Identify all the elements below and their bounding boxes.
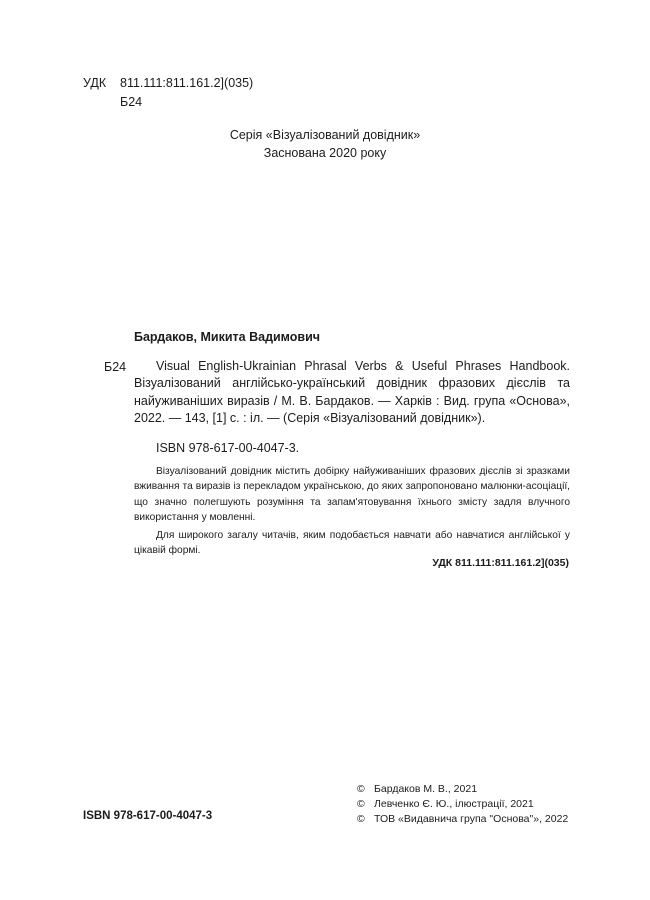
bibliographic-description: Visual English-Ukrainian Phrasal Verbs & Useful Phrases Handbook. Візуалізований англійсько-український довідник фразових дієслів та найуживаніших виразів / М. В. Бардаков. — Харків : Вид. група «Основа», 2022. — 143, [1] с. : іл. — (Серія «Візуалізований довідник»). (134, 359, 570, 426)
series-founded: Заснована 2020 року (263, 146, 387, 160)
copyright-text: Левченко Є. Ю., ілюстрації, 2021 (374, 798, 534, 810)
shelf-code: Б24 (104, 360, 127, 374)
copyright-symbol: © (357, 813, 365, 825)
copyright-list (357, 782, 568, 827)
isbn-inline: ISBN 978-617-00-4047-3. (156, 441, 300, 455)
udk-code: 811.111:811.161.2](035) (120, 76, 254, 90)
annotation-paragraph-1: Візуалізований довідник містить добірку найуживаніших фразових дієслів зі зразками вживання та виразів із перекладом українською, до яких запропоновано малюнки-асоціації, що значно полегшують розуміння та запам'ятовування їхнього змісту задля влучного використання у мовленні. (134, 466, 570, 523)
copyright-symbol: © (357, 783, 365, 795)
copyright-text: Бардаков М. В., 2021 (374, 783, 478, 795)
author-name: Бардаков, Микита Вадимович (134, 330, 321, 344)
copyright-text: ТОВ «Видавнича група "Основа"», 2022 (374, 813, 569, 825)
isbn-bottom: ISBN 978-617-00-4047-3 (83, 810, 213, 822)
series-title: Серія «Візуалізований довідник» (229, 128, 421, 142)
udk-right: УДК 811.111:811.161.2](035) (432, 557, 569, 569)
annotation-paragraph-2: Для широкого загалу читачів, яким подобається навчати або навчатися англійської у цікавій формі. (134, 530, 570, 557)
copyright-symbol: © (357, 798, 365, 810)
copyright-row (357, 782, 568, 797)
copyright-row (357, 812, 568, 827)
udk-label: УДК (83, 76, 107, 90)
bbk-code: Б24 (120, 95, 143, 109)
series-block (0, 126, 650, 162)
annotation (134, 464, 570, 559)
copyright-row (357, 797, 568, 812)
